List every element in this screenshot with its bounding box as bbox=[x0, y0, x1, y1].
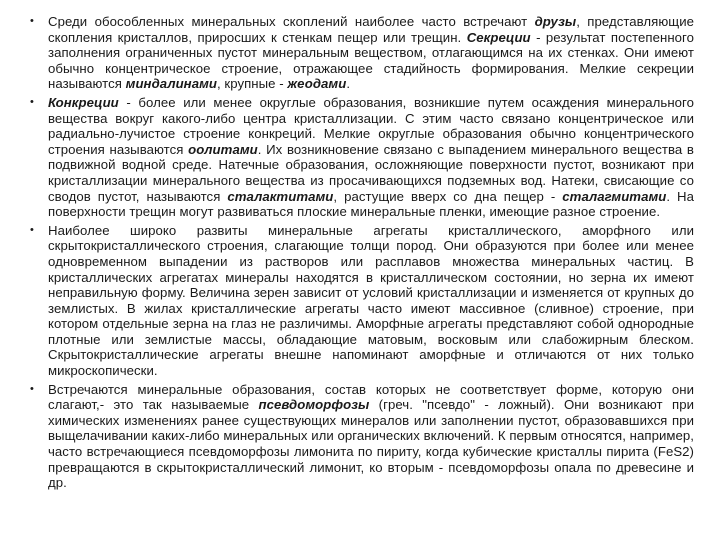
term-highlight: псевдоморфозы bbox=[258, 397, 370, 413]
bullet-marker: • bbox=[30, 223, 34, 236]
term-highlight: оолитами bbox=[188, 141, 258, 157]
term-highlight: Секреции bbox=[466, 29, 531, 45]
term-highlight: друзы bbox=[534, 14, 577, 29]
text-segment: . На поверхности трещин могут развиваться плоские минеральные пленки, имеющие разное строение. bbox=[48, 188, 695, 220]
text-segment: - результат постепенного заполнения ограниченных пустот минеральным веществом, отлагающимся на их стенках. Они имеют обычно концентрическое строение, отражающее стадийность формирования. Мелкие секреции называются bbox=[48, 29, 695, 92]
bullet-list bbox=[30, 14, 694, 494]
text-segment: Среди обособленных минеральных скоплений наиболее часто встречают bbox=[48, 14, 535, 29]
paragraph-text bbox=[48, 382, 694, 491]
text-segment: . Их возникновение связано с выпадением минерального вещества в подвижной водной среде. Натечные образования, осложняющие поверхности пустот, возникают при кристаллизации минерального вещества из просачивающихся подземных вод. Натеки, свисающие со сводов пустот, называются bbox=[48, 141, 694, 204]
paragraph-text bbox=[48, 95, 694, 219]
paragraph-text bbox=[48, 223, 694, 378]
bullet-marker: • bbox=[30, 15, 34, 27]
text-segment: Наиболее широко развиты минеральные агрегаты кристаллического, аморфного или скрытокристаллического строения, слагающие толщи пород. Они образуются при более или менее одновременном выпадении из растворов или расплавов множества минеральных частиц. В кристаллических агрегатах минералы находятся в кристаллическом состоянии, но зерна их имеют неправильную форму. Величина зерен зависит от условий кристаллизации и изменяется от крупных до землистых. В жилах кристаллические агрегаты часто имеют массивное (сливное) строение, при котором отдельные зерна на глаз не различимы. Аморфные агрегаты представляют собой однородные плотные или землистые массы, обладающие матовым, восковым или слабожирным блеском. Скрытокристаллические агрегаты внешне напоминают аморфные и отличаются от них только микроскопически. bbox=[48, 222, 694, 379]
list-item bbox=[30, 382, 694, 491]
text-segment: , растущие вверх со дна пещер - bbox=[333, 188, 563, 204]
paragraph-text bbox=[48, 14, 694, 91]
text-segment: , крупные - bbox=[216, 76, 288, 92]
bullet-marker: • bbox=[30, 95, 34, 108]
term-highlight: сталактитами bbox=[227, 188, 334, 204]
term-highlight: сталагмитами bbox=[562, 188, 667, 204]
text-segment: , представляющие скопления кристаллов, приросших к стенкам пещер или трещин. bbox=[48, 14, 694, 45]
text-segment: Встречаются минеральные образования, состав которых не соответствует форме, которую они слагают,- это так называемые bbox=[48, 381, 694, 413]
text-segment: - более или менее округлые образования, возникшие путем осаждения минерального вещества вокруг какого-либо центра кристаллизации. С этим часто связано концентрическое или радиально-лучистое строение конкреций. Мелкие округлые образования обычно концентрического строения называются bbox=[48, 94, 694, 157]
text-segment: . bbox=[346, 76, 351, 92]
term-highlight: миндалинами bbox=[125, 76, 217, 92]
bullet-marker: • bbox=[30, 382, 34, 395]
term-highlight: Конкреции bbox=[48, 94, 119, 110]
text-segment: (греч. "псевдо" - ложный). Они возникают при химических изменениях ранее существующих минералов или заполнении пустот, образовавшихся при выщелачивании каких-либо минеральных или органических включений. К первым относятся, например, часто встречающиеся псевдоморфозы лимонита по пириту, когда кубические кристаллы пирита (FeS2) превращаются в скрытокристаллический лимонит, ко вторым - псевдоморфозы опала по древесине и др. bbox=[48, 397, 694, 491]
list-item bbox=[30, 223, 694, 379]
term-highlight: жеодами bbox=[287, 76, 347, 92]
list-item bbox=[30, 14, 694, 92]
list-item bbox=[30, 95, 694, 220]
